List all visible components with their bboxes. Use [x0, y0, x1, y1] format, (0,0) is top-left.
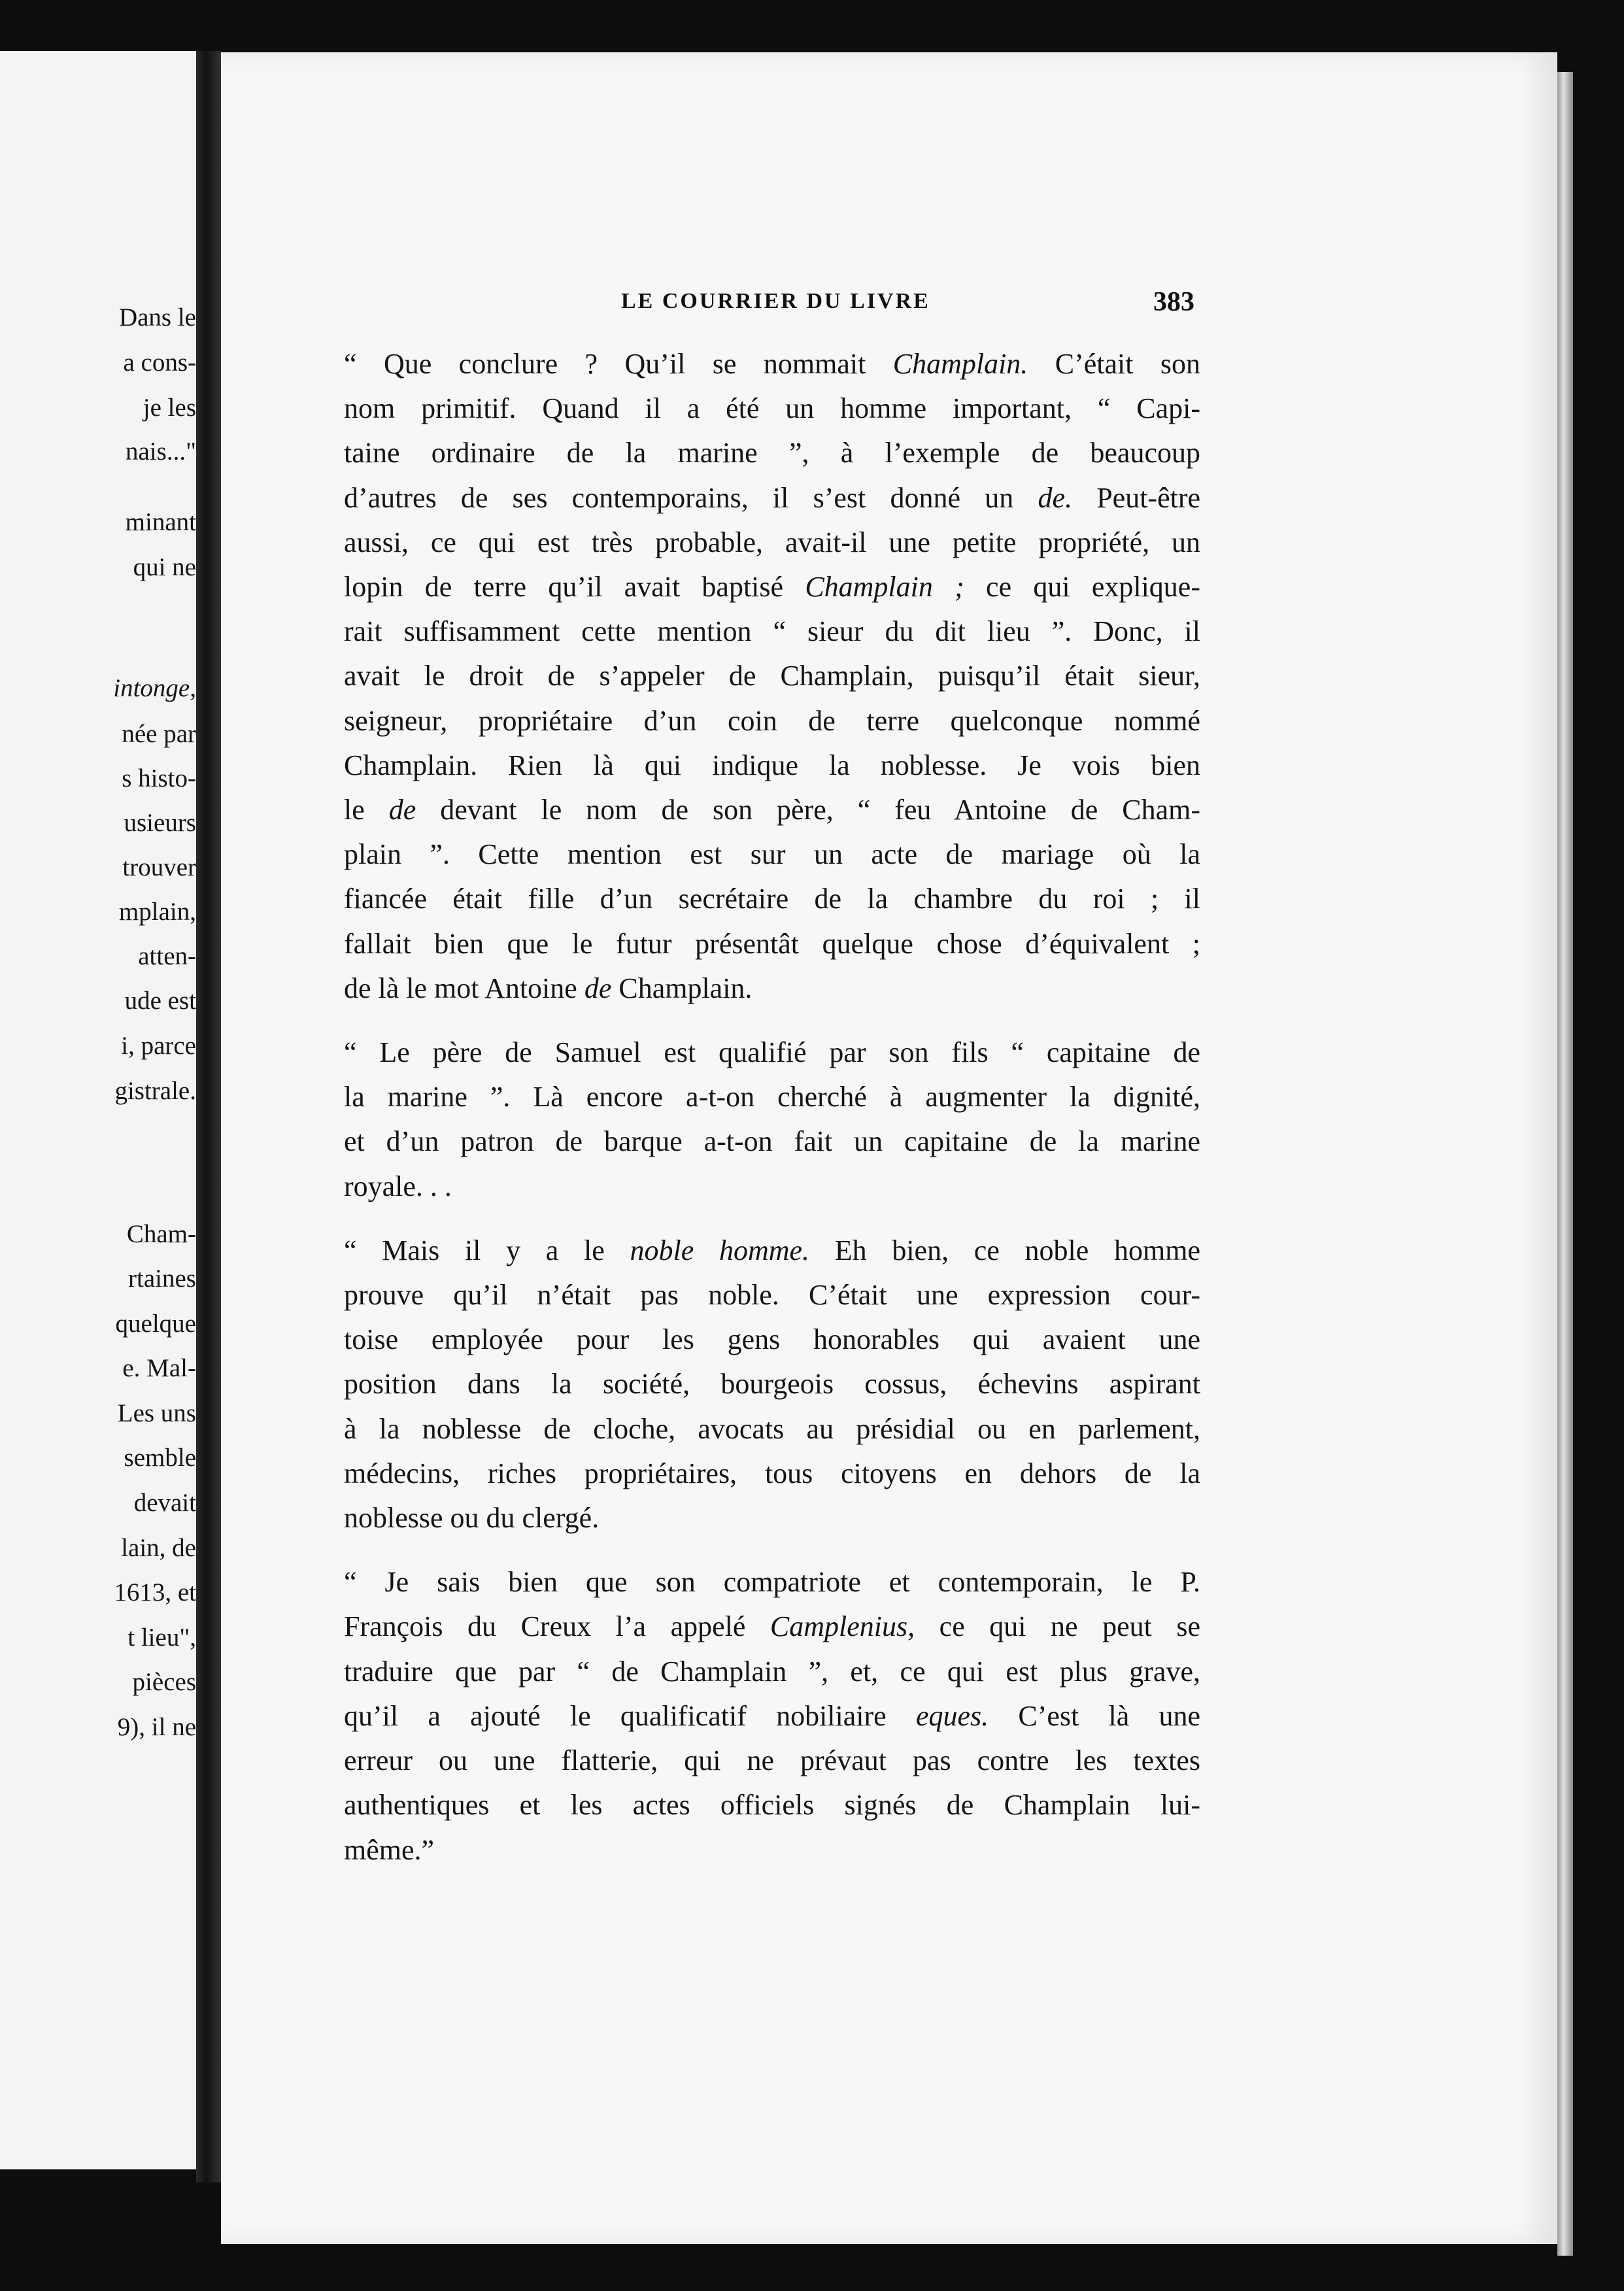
text-line: lopin de terre qu’il avait baptisé Champlain ; ce qui explique-: [344, 571, 1200, 603]
paragraph: [344, 1560, 1200, 1872]
text-line: à la noblesse de cloche, avocats au présidial ou en parlement,: [344, 1412, 1200, 1445]
left-page-fragment: gistrale.: [114, 1077, 196, 1105]
text-line: rait suffisamment cette mention “ sieur du dit lieu ”. Donc, il: [344, 615, 1200, 648]
text-line: aussi, ce qui est très probable, avait-il une petite propriété, un: [344, 526, 1200, 558]
text-line: taine ordinaire de la marine ”, à l’exemple de beaucoup: [344, 437, 1200, 469]
left-page-fragment: minant: [125, 508, 196, 536]
left-page-fragment: s histo-: [122, 764, 196, 792]
italic-text: de: [584, 972, 612, 1004]
left-page-fragment: a cons-: [123, 348, 196, 377]
text-line: prouve qu’il n’était pas noble. C’était une expression cour-: [344, 1279, 1200, 1312]
text-line: plain ”. Cette mention est sur un acte de mariage où la: [344, 838, 1200, 871]
text-line: “ Je sais bien que son compatriote et contemporain, le P.: [344, 1566, 1200, 1599]
left-page-fragment: Dans le: [118, 303, 196, 331]
book-gutter: [196, 51, 221, 2182]
text-line: royale. . .: [344, 1170, 452, 1202]
left-page-fragment: usieurs: [124, 809, 196, 837]
italic-text: eques.: [915, 1699, 989, 1732]
paragraph: [344, 1229, 1200, 1540]
text-line: François du Creux l’a appelé Camplenius, ce qui ne peut se: [344, 1610, 1201, 1643]
left-page-fragment: 1613, et: [114, 1578, 196, 1606]
left-page-fragment: t lieu",: [127, 1623, 196, 1652]
left-page-fragment: née par: [122, 720, 196, 748]
text-line: toise employée pour les gens honorables qui avaient une: [344, 1323, 1200, 1356]
page-edge: [1557, 72, 1573, 2256]
text-line: de là le mot Antoine de Champlain.: [344, 972, 753, 1004]
text-line: fiancée était fille d’un secrétaire de la chambre du roi ; il: [344, 883, 1200, 915]
left-page-fragment: qui ne: [133, 553, 196, 581]
left-page-fragment: devait: [133, 1489, 196, 1517]
text-line: authentiques et les actes officiels signés de Champlain lui-: [344, 1789, 1200, 1822]
left-page-fragment: intonge,: [113, 674, 196, 702]
left-page-fragment: Cham-: [126, 1220, 196, 1248]
left-page-fragment: e. Mal-: [122, 1354, 196, 1382]
italic-text: Champlain ;: [805, 571, 964, 603]
left-page-fragment: rtaines: [128, 1264, 196, 1293]
left-page-fragment: i, parce: [121, 1032, 196, 1060]
text-line: fallait bien que le futur présentât quelque chose d’équivalent ;: [344, 927, 1200, 960]
text-line: médecins, riches propriétaires, tous citoyens en dehors de la: [344, 1457, 1200, 1489]
body-text: [344, 342, 1200, 1873]
text-line: avait le droit de s’appeler de Champlain, puisqu’il était sieur,: [344, 660, 1200, 692]
page-number: 383: [1153, 287, 1194, 317]
text-line: Champlain. Rien là qui indique la noblesse. Je vois bien: [344, 749, 1200, 781]
text-line: la marine ”. Là encore a-t-on cherché à augmenter la dignité,: [344, 1081, 1200, 1113]
left-page-fragment: pièces: [132, 1668, 196, 1696]
italic-text: de.: [1038, 481, 1072, 514]
running-header: LE COURRIER DU LIVRE: [621, 289, 930, 313]
text-line: “ Le père de Samuel est qualifié par son fils “ capitaine de: [344, 1036, 1200, 1069]
left-page-fragment: mplain,: [118, 898, 196, 926]
left-page-fragment: atten-: [138, 942, 196, 970]
left-page-fragment: ude est: [124, 987, 196, 1015]
paragraph: [344, 342, 1200, 1011]
left-page-fragment: quelque: [115, 1310, 196, 1338]
text-line: erreur ou une flatterie, qui ne prévaut pas contre les textes: [344, 1744, 1200, 1777]
italic-text: Champlain.: [892, 348, 1028, 380]
text-line: même.”: [344, 1833, 435, 1866]
text-line: position dans la société, bourgeois cossus, échevins aspirant: [344, 1368, 1200, 1400]
italic-text: Camplenius,: [770, 1610, 915, 1643]
paragraph: [344, 1030, 1200, 1209]
text-line: seigneur, propriétaire d’un coin de terre quelconque nommé: [344, 704, 1200, 737]
italic-text: de: [388, 794, 416, 826]
text-line: d’autres de ses contemporains, il s’est donné un de. Peut-être: [344, 481, 1200, 514]
text-line: et d’un patron de barque a-t-on fait un capitaine de la marine: [344, 1125, 1200, 1158]
text-line: nom primitif. Quand il a été un homme important, “ Capi-: [344, 392, 1200, 425]
text-line: traduire que par “ de Champlain ”, et, ce qui est plus grave,: [344, 1655, 1200, 1688]
text-line: “ Mais il y a le noble homme. Eh bien, ce noble homme: [344, 1234, 1200, 1266]
text-line: “ Que conclure ? Qu’il se nommait Champlain. C’était son: [344, 348, 1200, 380]
text-line: qu’il a ajouté le qualificatif nobiliaire eques. C’est là une: [344, 1699, 1200, 1732]
left-page-fragment: Les uns: [117, 1399, 196, 1427]
text-line: noblesse ou du clergé.: [344, 1502, 600, 1535]
left-page-fragment: lain, de: [121, 1534, 196, 1562]
text-line: le de devant le nom de son père, “ feu Antoine de Cham-: [344, 794, 1200, 826]
italic-text: noble homme.: [630, 1234, 810, 1266]
left-page-fragment: nais...": [126, 437, 196, 466]
left-page-fragment: semble: [124, 1444, 196, 1472]
facing-page-left: [0, 51, 196, 2169]
left-page-fragment: trouver: [122, 853, 196, 881]
left-page-fragment: je les: [143, 394, 196, 422]
left-page-fragment: 9), il ne: [117, 1713, 196, 1741]
